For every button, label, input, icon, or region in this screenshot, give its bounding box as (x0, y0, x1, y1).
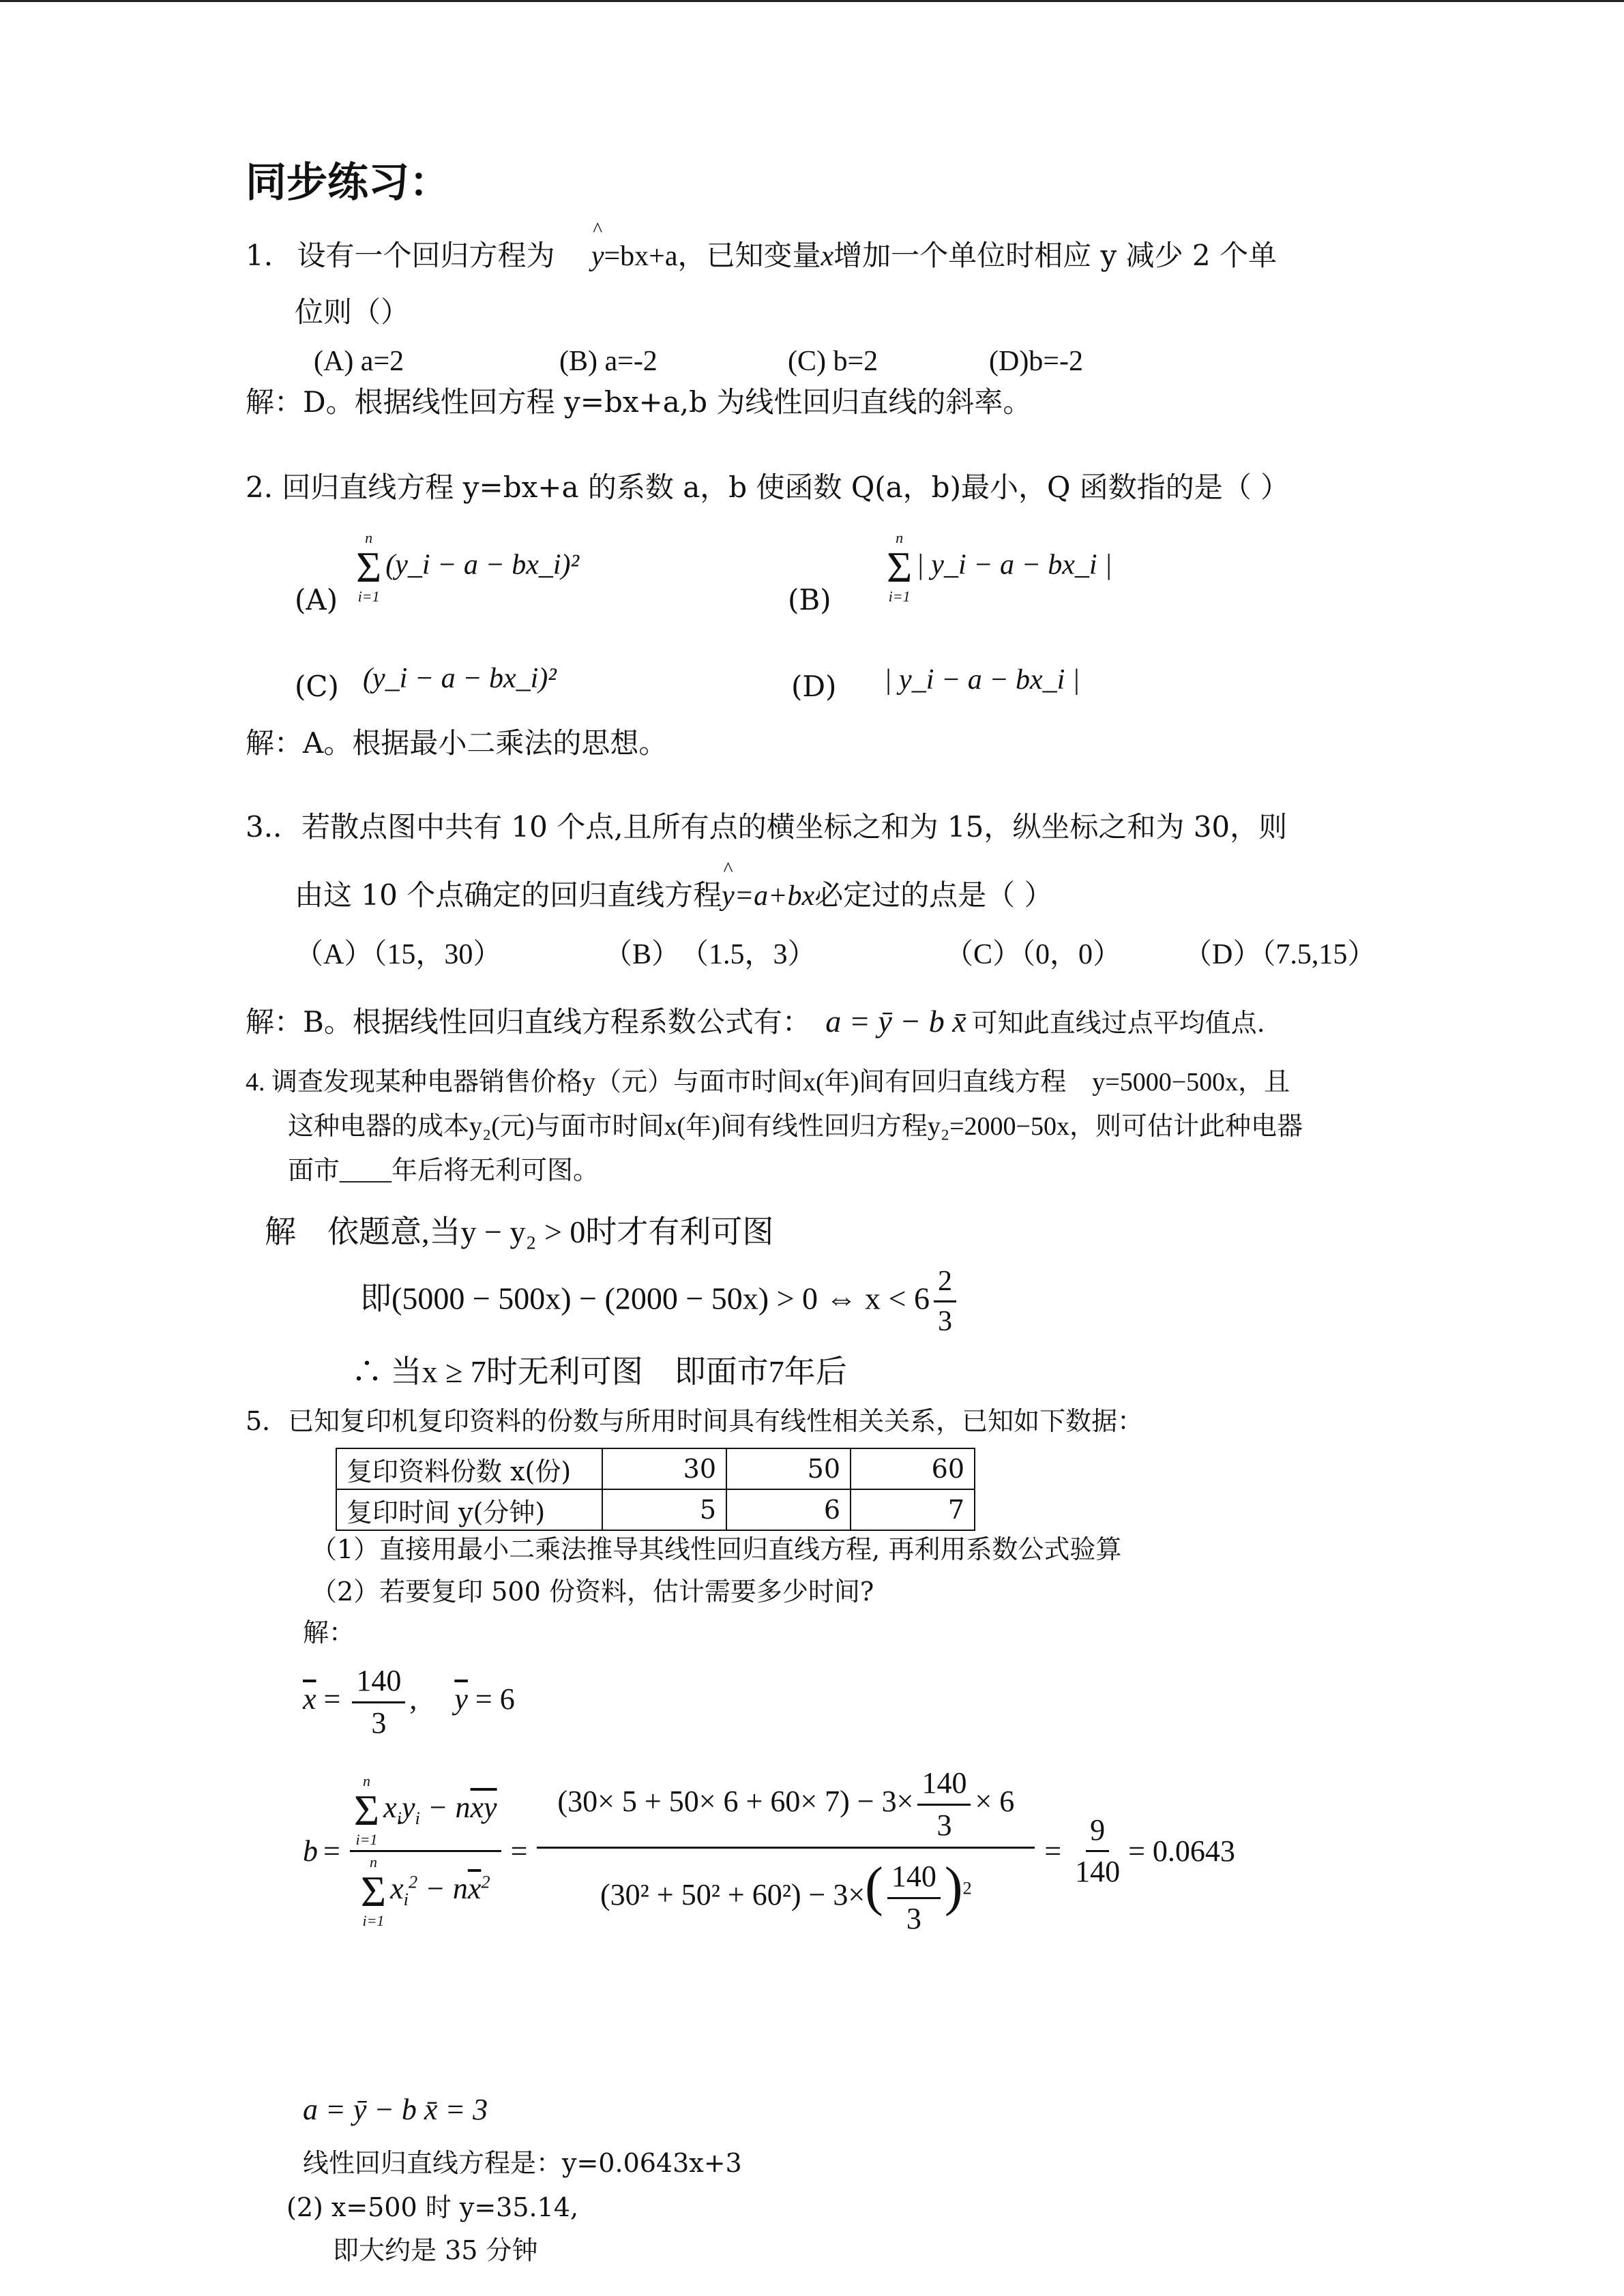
q2-expr-c: (y_i − a − bx_i)² (363, 663, 557, 694)
q3-option-d: （D）（7.5,15） (1183, 939, 1376, 970)
q5-sub2: （2）若要复印 500 份资料，估计需要多少时间? (311, 1577, 874, 1607)
q1-stem-pre: 设有一个回归方程为 (297, 239, 555, 272)
q4-stem-line2: 这种电器的成本y₂(元)与面市时间x(年)间有线性回归方程y₂=2000−50x，则可估计此种电器 (288, 1112, 1303, 1141)
q2-expr-a: n Σ i=1 (y_i − a − bx_i)² (356, 529, 580, 605)
copy-data-table (336, 1448, 975, 1531)
q4-solution-line3: ∴ 当x ≥ 7时无利可图 即面市7年后 (351, 1354, 847, 1389)
q4-stem-line3: 面市____年后将无利可图。 (288, 1157, 600, 1185)
top-border (0, 0, 1624, 2)
q1-stem-post: =bx+a，已知变量 (604, 241, 821, 272)
q2-expr-b: n Σ i=1 | y_i − a − bx_i | (887, 529, 1112, 605)
table-row (336, 1489, 975, 1530)
q4-fraction: $\frac{2}{3}$ (934, 1265, 956, 1339)
q3-option-b: （B） （1.5，3） (604, 939, 816, 970)
q4-solution-line2: 即(5000 − 500x) − (2000 − 50x) > 0 ⇔ x < 6 $\frac{2}{3}$ (360, 1265, 960, 1339)
table-cell: 复印资料份数 x(份) (336, 1448, 602, 1489)
b-result-fraction: $\frac{9}{140}$ (1075, 1813, 1121, 1889)
q5-a-line: a = ȳ − b x̄ = 3 (303, 2093, 488, 2126)
q3-option-c: （C）（0，0） (945, 939, 1122, 970)
sigma-symbol: n Σ i=1 (887, 529, 913, 605)
q5-b-formula: b = n Σ i=1 $x_iy_i - n\overline{xy}$ n Σ i=1 $x_i^2 - n\overline{x}^2$ = (30× 5 + 50× 6 + 60× 7) − 3× $\frac{140}{3}$ × 6 (30² + 50² + 60²) − 3×( $\frac{140}{3}$ )$^2$ = $\frac{9}{140}$ = 0.0643 (303, 1766, 1235, 1935)
q2-label-b: (B) (788, 583, 831, 616)
table-cell: 6 (726, 1489, 851, 1530)
table-cell: 复印时间 y(分钟) (336, 1489, 602, 1530)
q2-answer: 解：A。根据最小二乘法的思想。 (246, 726, 668, 760)
page-title: 同步练习： (246, 159, 450, 207)
q2-label-d: (D) (791, 670, 837, 703)
q1-option-b: (B) a=-2 (559, 346, 658, 377)
q3-option-a: （A）（15，30） (295, 939, 502, 970)
q5-stem: 5．已知复印机复印资料的份数与所用时间具有线性相关关系，已知如下数据： (246, 1406, 1144, 1436)
q1-yhat: ^ y (591, 239, 604, 273)
q5-part2-line: (2) x=500 时 y=35.14, (286, 2192, 579, 2222)
q5-final-line: 即大约是 35 分钟 (333, 2235, 538, 2265)
q3-answer: 解：B。根据线性回归直线方程系数公式有： a = ȳ − b x̄ 可知此直线过点平均值点. (246, 1004, 1265, 1039)
table-row (336, 1448, 975, 1489)
q3-answer-formula: a = ȳ − b x̄ (825, 1004, 966, 1039)
q1-answer: 解：D。根据线性回方程 y=bx+a,b 为线性回归直线的斜率。 (246, 385, 1032, 419)
q1-stem-post2: 增加一个单位时相应 y 减少 2 个单 (833, 239, 1277, 272)
q5-means: $\overline{x}$ = $\frac{140}{3}$ , $\overline{y} = 6$ (303, 1664, 515, 1740)
sigma-symbol: n Σ i=1 (356, 529, 382, 605)
q5-solution-label: 解： (303, 1617, 355, 1648)
q4-stem-line1: 4. 调查发现某种电器销售价格y（元）与面市时间x(年)间有回归直线方程 y=5000−500x，且 (246, 1068, 1290, 1097)
table-cell: 60 (851, 1448, 975, 1489)
q1-stem-line2: 位则（） (295, 295, 410, 329)
table-cell: 5 (602, 1489, 726, 1530)
q3-stem-line2: 由这 10 个点确定的回归直线方程^ y=a+bx必定过的点是（ ） (295, 878, 1053, 913)
q2-label-a: (A) (295, 583, 338, 616)
q1-stem (246, 239, 1277, 273)
q2-expr-d: | y_i − a − bx_i | (884, 664, 1080, 696)
q1-option-c: (C) b=2 (788, 346, 879, 377)
b-result-value: = 0.0643 (1128, 1834, 1235, 1868)
q1-option-a: (A) a=2 (314, 346, 404, 377)
q5-equation-line: 线性回归直线方程是：y=0.0643x+3 (303, 2148, 742, 2178)
q1-option-d: (D)b=-2 (989, 346, 1083, 377)
q5-sub1: （1）直接用最小二乘法推导其线性回归直线方程, 再利用系数公式验算 (311, 1534, 1122, 1564)
b-numeric-fraction: (30× 5 + 50× 6 + 60× 7) − 3× $\frac{140}{3}$ × 6 (30² + 50² + 60²) − 3×( $\frac{140}{3}$ )$^2$ (537, 1766, 1035, 1936)
q1-var-x: x (821, 241, 834, 272)
table-cell: 7 (851, 1489, 975, 1530)
b-general-fraction: n Σ i=1 $x_iy_i - n\overline{xy}$ n Σ i=1 $x_i^2 - n\overline{x}^2$ (350, 1774, 501, 1928)
q2-stem: 2. 回归直线方程 y=bx+a 的系数 a，b 使函数 Q(a，b)最小，Q 函数指的是（ ） (246, 471, 1290, 504)
q3-yhat: ^ y (722, 879, 735, 913)
q3-stem-line1: 3.．若散点图中共有 10 个点,且所有点的横坐标之和为 15，纵坐标之和为 30，则 (246, 810, 1288, 844)
q4-solution-line1: 解 依题意,当y − y₂ > 0时才有利可图 (265, 1214, 774, 1249)
xbar-fraction: $\frac{140}{3}$ (352, 1664, 405, 1740)
table-cell: 50 (726, 1448, 851, 1489)
table-cell: 30 (602, 1448, 726, 1489)
q1-number: 1. (246, 239, 274, 272)
q2-label-c: (C) (295, 670, 339, 703)
